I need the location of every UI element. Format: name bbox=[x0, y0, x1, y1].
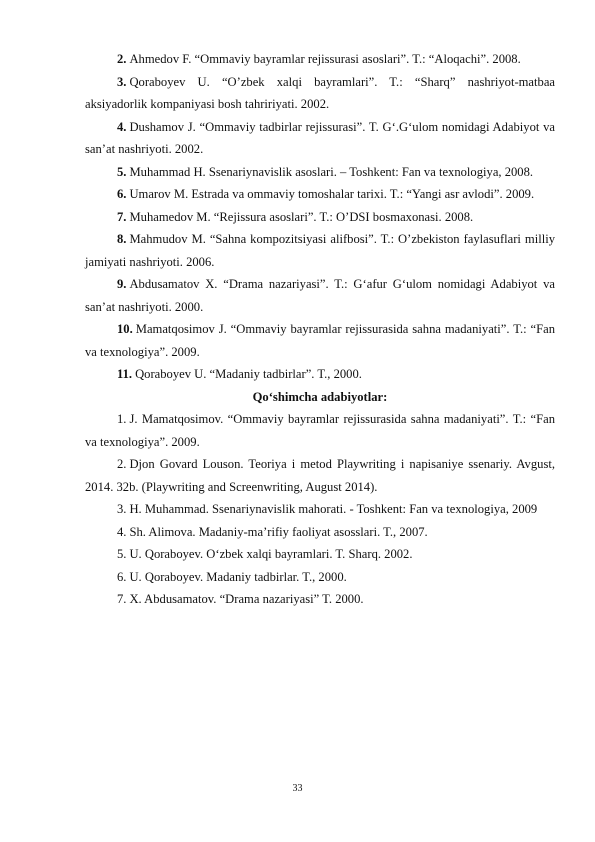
additional-reference-number: 4. bbox=[117, 524, 127, 539]
additional-reference-text: H. Muhammad. Ssenariynavislik mahorati. - Toshkent: Fan va texnologiya, 2009 bbox=[129, 502, 538, 516]
additional-reference-item bbox=[85, 408, 555, 453]
reference-item bbox=[85, 363, 555, 386]
additional-reference-item bbox=[85, 453, 555, 498]
section-heading: Qo‘shimcha adabiyotlar: bbox=[252, 389, 388, 404]
reference-number: 6. bbox=[117, 187, 127, 201]
reference-text: Muhamedov M. “Rejissura asoslari”. T.: O’DSI bosmaxonasi. 2008. bbox=[129, 209, 474, 224]
reference-number: 11. bbox=[117, 367, 133, 381]
reference-item bbox=[85, 183, 555, 206]
reference-text: Mamatqosimov J. “Ommaviy bayramlar rejissurasida sahna madaniyati”. T.: “Fan va texnologiya”. 2009. bbox=[85, 322, 555, 359]
reference-item bbox=[85, 48, 555, 71]
additional-reference-number: 3. bbox=[117, 502, 127, 516]
reference-number: 7. bbox=[117, 209, 127, 224]
additional-reference-item bbox=[85, 498, 555, 521]
reference-text: Ahmedov F. “Ommaviy bayramlar rejissurasi asoslari”. T.: “Aloqachi”. 2008. bbox=[129, 52, 521, 66]
reference-number: 5. bbox=[117, 164, 127, 179]
reference-text: Abdusamatov X. “Drama nazariyasi”. T.: G‘afur G‘ulom nomidagi Adabiyot va san’at nashriyoti. 2000. bbox=[85, 277, 555, 314]
reference-number: 3. bbox=[117, 74, 127, 89]
additional-reference-text: J. Mamatqosimov. “Ommaviy bayramlar rejissurasida sahna madaniyati”. T.: “Fan va texnologiya”. 2009. bbox=[85, 412, 555, 449]
reference-text: Qoraboyev U. “O’zbek xalqi bayramlari”. T.: “Sharq” nashriyot-matbaa aksiyadorlik kompaniyasi bosh tahririyati. 2002. bbox=[85, 74, 555, 111]
additional-reference-text: Djon Govard Louson. Teoriya i metod Playwriting i napisaniye ssenariy. Avgust, 2014. 32b. (Playwriting and Screenwriting, August 2014). bbox=[85, 457, 555, 494]
reference-item bbox=[85, 273, 555, 318]
reference-text: Dushamov J. “Ommaviy tadbirlar rejissurasi”. T. G‘.G‘ulom nomidagi Adabiyot va san’at nashriyoti. 2002. bbox=[85, 119, 555, 156]
reference-number: 8. bbox=[117, 232, 127, 246]
additional-reference-text: U. Qoraboyev. O‘zbek xalqi bayramlari. T. Sharq. 2002. bbox=[129, 547, 413, 561]
reference-number: 2. bbox=[117, 52, 127, 66]
reference-item bbox=[85, 206, 555, 229]
additional-reference-item bbox=[85, 543, 555, 566]
reference-text: Mahmudov M. “Sahna kompozitsiyasi alifbosi”. T.: O’zbekiston faylasuflari milliy jamiyati nashriyoti. 2006. bbox=[85, 232, 555, 269]
page-content bbox=[85, 48, 555, 611]
additional-reference-number: 2. bbox=[117, 457, 127, 471]
reference-item bbox=[85, 116, 555, 161]
additional-reference-text: U. Qoraboyev. Madaniy tadbirlar. T., 2000. bbox=[129, 569, 347, 584]
reference-text: Muhammad H. Ssenariynavislik asoslari. – Toshkent: Fan va texnologiya, 2008. bbox=[129, 164, 534, 179]
additional-reference-item bbox=[85, 588, 555, 611]
reference-number: 9. bbox=[117, 277, 127, 291]
additional-reference-item bbox=[85, 566, 555, 589]
additional-reference-text: X. Abdusamatov. “Drama nazariyasi” T. 2000. bbox=[129, 592, 364, 606]
reference-text: Qoraboyev U. “Madaniy tadbirlar”. T., 2000. bbox=[135, 367, 362, 381]
reference-item bbox=[85, 161, 555, 184]
reference-list bbox=[85, 48, 555, 386]
additional-reference-number: 5. bbox=[117, 547, 127, 561]
additional-reference-number: 1. bbox=[117, 412, 127, 426]
reference-number: 4. bbox=[117, 119, 127, 134]
reference-item bbox=[85, 228, 555, 273]
additional-reference-number: 6. bbox=[117, 569, 127, 584]
page-number: 33 bbox=[292, 783, 303, 794]
additional-reference-text: Sh. Alimova. Madaniy-ma’rifiy faoliyat asosslari. T., 2007. bbox=[129, 524, 428, 539]
reference-item bbox=[85, 71, 555, 116]
additional-reference-item bbox=[85, 521, 555, 544]
reference-item bbox=[85, 318, 555, 363]
additional-reference-number: 7. bbox=[117, 592, 127, 606]
reference-number: 10. bbox=[117, 322, 133, 336]
additional-reference-list bbox=[85, 408, 555, 611]
reference-text: Umarov M. Estrada va ommaviy tomoshalar tarixi. T.: “Yangi asr avlodi”. 2009. bbox=[129, 187, 535, 201]
